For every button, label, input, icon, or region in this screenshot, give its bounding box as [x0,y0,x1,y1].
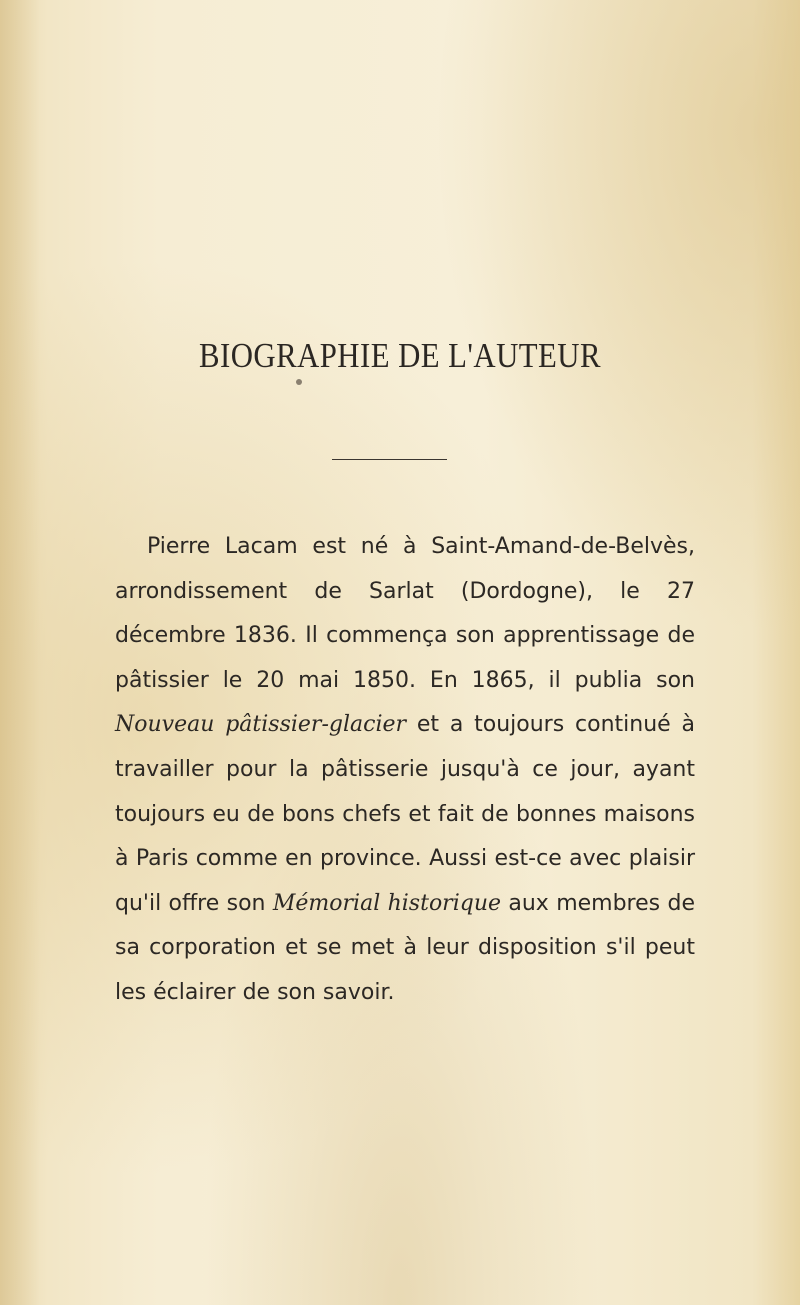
page-title: BIOGRAPHIE DE L'AUTEUR [199,336,601,375]
title-divider [332,459,447,460]
ink-speck [296,379,302,385]
book-title-nouveau-patissier: Nouveau pâtissier-glacier [115,712,407,738]
page-edge-stain [0,0,40,1305]
biography-text [115,525,695,1016]
book-title-memorial-historique: Mémorial historique [272,890,502,916]
paragraph-part-3: aux membres de sa corporation et se met à leur disposition s'il peut les éclairer de son savoir. [115,890,695,1005]
paragraph-part-2: et a toujours continué à travailler pour la pâtisserie jusqu'à ce jour, ayant toujours eu de bons chefs et fait de bonnes maisons à Paris comme en province. Aussi est-ce avec plaisir qu'il offre son [115,712,695,916]
biography-paragraph [115,525,695,1016]
paragraph-part-1: Pierre Lacam est né à Saint-Amand-de-Belvès, arrondissement de Sarlat (Dordogne), le 27 décembre 1836. Il commença son apprentissage de pâtissier le 20 mai 1850. En 1865, il publia son [115,534,695,693]
